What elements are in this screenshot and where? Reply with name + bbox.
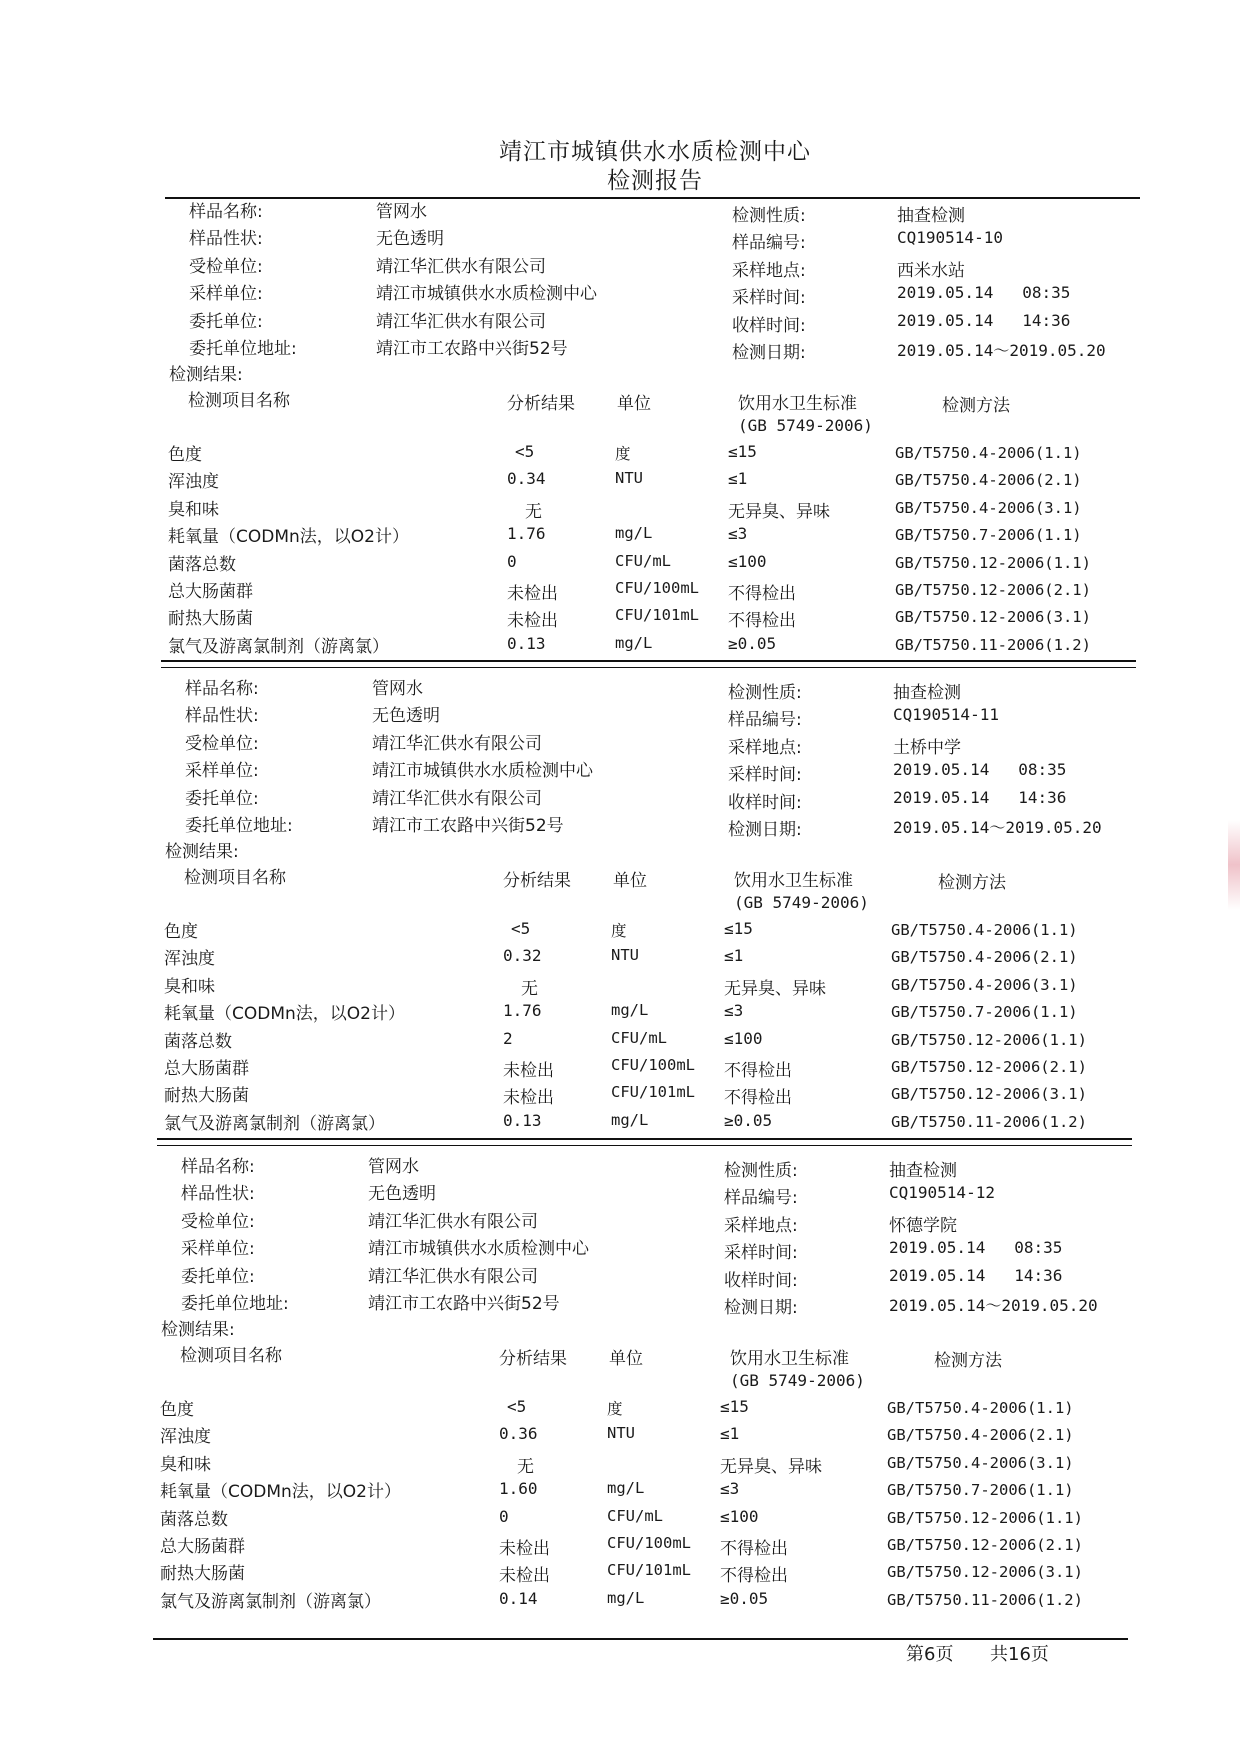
inspected-unit-label: 受检单位: — [185, 733, 259, 754]
item-name: 总大肠菌群 — [168, 582, 253, 602]
receiving-time-value: 2019.05.14 14:36 — [893, 787, 1067, 807]
item-name: 菌落总数 — [168, 554, 236, 575]
method-value: GB/T5750.11-2006(1.2) — [895, 635, 1091, 654]
method-value: GB/T5750.12-2006(2.1) — [895, 581, 1091, 599]
result-value: 0 — [499, 1506, 509, 1526]
standard-value: ≤1 — [720, 1424, 740, 1444]
receiving-time-value: 2019.05.14 14:36 — [889, 1265, 1063, 1285]
entrusting-unit-label: 委托单位: — [189, 311, 263, 332]
item-name: 浑浊度 — [160, 1427, 211, 1448]
section-divider-inner-2 — [157, 1145, 1132, 1146]
standard-value: 不得检出 — [720, 1539, 788, 1559]
sample-no-label: 样品编号: — [732, 233, 806, 254]
test-date-label: 检测日期: — [728, 820, 802, 840]
sample-no-value: CQ190514-12 — [889, 1183, 995, 1203]
inspected-unit-label: 受检单位: — [189, 256, 263, 277]
sample-no-label: 样品编号: — [728, 710, 802, 731]
results-label: 检测结果: — [169, 365, 243, 385]
header-standard: 饮用水卫生标准 — [734, 871, 853, 891]
method-value: GB/T5750.11-2006(1.2) — [887, 1590, 1083, 1609]
sampling-location-value: 怀德学院 — [889, 1215, 957, 1236]
result-value: 无 — [525, 501, 542, 522]
results-label: 检测结果: — [161, 1320, 235, 1340]
standard-value: ≤3 — [728, 524, 748, 544]
table-row — [165, 440, 1145, 466]
header-method: 检测方法 — [938, 873, 1006, 893]
header-item: 检测项目名称 — [184, 868, 286, 888]
header-method: 检测方法 — [942, 396, 1010, 416]
test-nature-label: 检测性质: — [728, 683, 802, 703]
item-name: 耐热大肠菌 — [160, 1564, 245, 1585]
table-row — [157, 1505, 1137, 1531]
standard-value: ≤3 — [720, 1479, 740, 1499]
sample-no-label: 样品编号: — [724, 1188, 798, 1209]
header-result: 分析结果 — [499, 1349, 567, 1369]
receiving-time-label: 收样时间: — [728, 792, 802, 813]
method-value: GB/T5750.12-2006(2.1) — [891, 1058, 1087, 1076]
unit-value: mg/L — [611, 1110, 649, 1129]
sampling-time-value: 2019.05.14 08:35 — [897, 283, 1071, 303]
header-unit: 单位 — [617, 394, 651, 414]
item-name: 色度 — [160, 1400, 194, 1420]
inspected-unit-value: 靖江华汇供水有限公司 — [376, 256, 546, 277]
result-value: 未检出 — [503, 1061, 554, 1081]
method-value: GB/T5750.12-2006(1.1) — [891, 1030, 1087, 1049]
test-date-value: 2019.05.14～2019.05.20 — [889, 1296, 1098, 1315]
test-nature-label: 检测性质: — [724, 1161, 798, 1181]
unit-value: CFU/100mL — [611, 1056, 695, 1074]
sampling-unit-value: 靖江市城镇供水水质检测中心 — [376, 284, 597, 305]
standard-value: ≤1 — [728, 469, 748, 489]
test-date-label: 检测日期: — [732, 343, 806, 363]
header-result: 分析结果 — [507, 394, 575, 414]
sampling-unit-label: 采样单位: — [189, 284, 263, 305]
test-date-value: 2019.05.14～2019.05.20 — [897, 341, 1106, 360]
method-value: GB/T5750.4-2006(2.1) — [891, 948, 1078, 967]
standard-value: 不得检出 — [724, 1088, 792, 1109]
inspected-unit-label: 受检单位: — [181, 1211, 255, 1232]
method-value: GB/T5750.7-2006(1.1) — [891, 1003, 1078, 1022]
standard-value: 不得检出 — [720, 1566, 788, 1587]
method-value: GB/T5750.4-2006(3.1) — [887, 1453, 1074, 1472]
unit-value: CFU/mL — [607, 1506, 663, 1525]
item-name: 总大肠菌群 — [160, 1537, 245, 1557]
test-date-label: 检测日期: — [724, 1298, 798, 1318]
results-label: 检测结果: — [165, 842, 239, 862]
item-name: 浑浊度 — [168, 472, 219, 493]
sampling-time-label: 采样时间: — [732, 288, 806, 309]
standard-value: ≥0.05 — [728, 633, 777, 653]
sampling-location-value: 土桥中学 — [893, 737, 961, 758]
table-row — [165, 467, 1145, 493]
unit-value: 度 — [607, 1400, 623, 1418]
sampling-unit-value: 靖江市城镇供水水质检测中心 — [368, 1239, 589, 1260]
sampling-location-value: 西米水站 — [897, 260, 965, 281]
method-value: GB/T5750.4-2006(1.1) — [891, 921, 1078, 939]
standard-value: ≤1 — [724, 946, 744, 966]
header-unit: 单位 — [613, 871, 647, 891]
standard-value: 无异臭、异味 — [720, 1456, 822, 1477]
result-value: 0.32 — [503, 946, 542, 966]
standard-value: ≤15 — [724, 919, 753, 938]
test-nature-value: 抽查检测 — [897, 206, 965, 226]
method-value: GB/T5750.4-2006(3.1) — [895, 498, 1082, 517]
table-row — [161, 917, 1141, 943]
item-name: 臭和味 — [164, 976, 215, 997]
unit-value: 度 — [611, 922, 627, 940]
unit-value: CFU/101mL — [615, 606, 699, 625]
receiving-time-value: 2019.05.14 14:36 — [897, 310, 1071, 330]
inspected-unit-value: 靖江华汇供水有限公司 — [368, 1211, 538, 1232]
standard-value: 不得检出 — [728, 611, 796, 632]
table-row — [161, 1081, 1141, 1107]
table-row — [165, 577, 1145, 603]
entrusting-unit-label: 委托单位: — [185, 788, 259, 809]
result-value: 1.76 — [503, 1001, 542, 1021]
table-row — [157, 1477, 1137, 1503]
result-value: 未检出 — [507, 611, 558, 632]
table-row — [165, 604, 1145, 630]
table-row — [165, 495, 1145, 521]
unit-value: CFU/101mL — [607, 1561, 691, 1580]
standard-value: 无异臭、异味 — [728, 501, 830, 522]
item-name: 菌落总数 — [164, 1031, 232, 1052]
item-name: 臭和味 — [160, 1454, 211, 1475]
method-value: GB/T5750.12-2006(3.1) — [891, 1085, 1087, 1104]
sample-name-label: 样品名称: — [185, 679, 259, 699]
result-value: 0 — [507, 551, 517, 571]
standard-value: ≤3 — [724, 1001, 744, 1021]
entrusting-unit-label: 委托单位: — [181, 1266, 255, 1287]
method-value: GB/T5750.4-2006(2.1) — [887, 1426, 1074, 1445]
method-value: GB/T5750.4-2006(3.1) — [891, 975, 1078, 994]
entrusting-address-label: 委托单位地址: — [181, 1294, 289, 1314]
item-name: 耗氧量（CODMn法，以O2计） — [164, 1004, 405, 1025]
result-value: 0.13 — [507, 633, 546, 653]
result-value: 未检出 — [499, 1566, 550, 1587]
sample-section-3 — [157, 1150, 1157, 1615]
standard-value: ≤100 — [724, 1028, 763, 1048]
method-value: GB/T5750.12-2006(3.1) — [895, 608, 1091, 627]
result-value: 未检出 — [503, 1088, 554, 1109]
result-value: 未检出 — [499, 1539, 550, 1559]
unit-value: CFU/100mL — [607, 1534, 691, 1552]
entrusting-unit-value: 靖江华汇供水有限公司 — [368, 1266, 538, 1287]
sampling-unit-label: 采样单位: — [185, 761, 259, 782]
table-row — [165, 550, 1145, 576]
sampling-time-label: 采样时间: — [724, 1243, 798, 1264]
test-nature-value: 抽查检测 — [893, 683, 961, 703]
unit-value: CFU/100mL — [615, 579, 699, 597]
method-value: GB/T5750.7-2006(1.1) — [895, 526, 1082, 545]
unit-value: mg/L — [611, 1001, 649, 1020]
sample-appearance-label: 样品性状: — [181, 1184, 255, 1205]
unit-value: NTU — [615, 469, 643, 488]
header-standard-code: (GB 5749-2006) — [734, 893, 869, 912]
section-divider-1 — [161, 660, 1136, 662]
sample-name-label: 样品名称: — [181, 1157, 255, 1177]
result-value: <5 — [507, 1397, 527, 1416]
sample-name-value: 管网水 — [376, 202, 427, 222]
header-standard: 饮用水卫生标准 — [738, 394, 857, 414]
sample-appearance-value: 无色透明 — [368, 1184, 436, 1205]
result-value: 0.36 — [499, 1424, 538, 1444]
entrusting-address-value: 靖江市工农路中兴街52号 — [376, 339, 568, 359]
table-row — [161, 944, 1141, 970]
seal-edge-mark — [1228, 820, 1240, 910]
standard-value: ≤15 — [728, 442, 757, 461]
item-name: 臭和味 — [168, 499, 219, 520]
result-value: 未检出 — [507, 584, 558, 604]
item-name: 耐热大肠菌 — [168, 609, 253, 630]
receiving-time-label: 收样时间: — [732, 315, 806, 336]
unit-value: NTU — [611, 946, 639, 965]
item-name: 总大肠菌群 — [164, 1059, 249, 1079]
method-value: GB/T5750.4-2006(2.1) — [895, 471, 1082, 490]
sample-appearance-label: 样品性状: — [185, 706, 259, 727]
table-row — [161, 999, 1141, 1025]
test-nature-value: 抽查检测 — [889, 1161, 957, 1181]
entrusting-address-value: 靖江市工农路中兴街52号 — [372, 816, 564, 836]
sampling-unit-label: 采样单位: — [181, 1239, 255, 1260]
method-value: GB/T5750.4-2006(1.1) — [895, 444, 1082, 462]
method-value: GB/T5750.4-2006(1.1) — [887, 1399, 1074, 1417]
entrusting-unit-value: 靖江华汇供水有限公司 — [376, 311, 546, 332]
result-value: <5 — [515, 442, 535, 461]
header-standard: 饮用水卫生标准 — [730, 1349, 849, 1369]
sample-section-2 — [161, 672, 1161, 1137]
result-value: 无 — [521, 978, 538, 999]
header-result: 分析结果 — [503, 871, 571, 891]
result-value: 0.34 — [507, 469, 546, 489]
page-number: 第6页 — [906, 1644, 954, 1665]
method-value: GB/T5750.12-2006(2.1) — [887, 1536, 1083, 1554]
unit-value: mg/L — [615, 633, 653, 652]
header-standard-code: (GB 5749-2006) — [730, 1371, 865, 1390]
table-row — [157, 1559, 1137, 1585]
standard-value: ≥0.05 — [724, 1110, 773, 1130]
sample-appearance-value: 无色透明 — [376, 229, 444, 250]
entrusting-address-label: 委托单位地址: — [189, 339, 297, 359]
table-row — [161, 1054, 1141, 1080]
unit-value: 度 — [615, 445, 631, 463]
unit-value: mg/L — [607, 1588, 645, 1607]
result-value: 0.14 — [499, 1588, 538, 1608]
table-row — [165, 632, 1145, 658]
sample-name-value: 管网水 — [372, 679, 423, 699]
report-subtitle: 检测报告 — [607, 168, 703, 194]
result-value: 1.60 — [499, 1479, 538, 1499]
sampling-location-label: 采样地点: — [732, 260, 806, 281]
item-name: 氯气及游离氯制剂（游离氯） — [160, 1591, 381, 1612]
standard-value: 不得检出 — [724, 1061, 792, 1081]
sample-no-value: CQ190514-10 — [897, 228, 1003, 248]
result-value: 2 — [503, 1028, 513, 1048]
entrusting-address-label: 委托单位地址: — [185, 816, 293, 836]
sampling-location-label: 采样地点: — [728, 737, 802, 758]
item-name: 氯气及游离氯制剂（游离氯） — [164, 1113, 385, 1134]
method-value: GB/T5750.12-2006(1.1) — [887, 1508, 1083, 1527]
sample-appearance-value: 无色透明 — [372, 706, 440, 727]
standard-value: 不得检出 — [728, 584, 796, 604]
method-value: GB/T5750.12-2006(1.1) — [895, 553, 1091, 572]
report-title: 靖江市城镇供水水质检测中心 — [499, 139, 811, 165]
unit-value: CFU/101mL — [611, 1083, 695, 1102]
receiving-time-label: 收样时间: — [724, 1270, 798, 1291]
table-row — [165, 522, 1145, 548]
item-name: 氯气及游离氯制剂（游离氯） — [168, 636, 389, 657]
unit-value: CFU/mL — [615, 551, 671, 570]
sample-no-value: CQ190514-11 — [893, 705, 999, 725]
footer-rule — [153, 1638, 1128, 1640]
method-value: GB/T5750.11-2006(1.2) — [891, 1112, 1087, 1131]
item-name: 色度 — [168, 445, 202, 465]
item-name: 菌落总数 — [160, 1509, 228, 1530]
sampling-time-value: 2019.05.14 08:35 — [893, 760, 1067, 780]
table-row — [157, 1422, 1137, 1448]
sampling-time-label: 采样时间: — [728, 765, 802, 786]
result-value: 1.76 — [507, 524, 546, 544]
table-row — [161, 972, 1141, 998]
page-total: 共16页 — [990, 1644, 1049, 1665]
result-value: <5 — [511, 919, 531, 938]
table-row — [161, 1027, 1141, 1053]
result-value: 0.13 — [503, 1110, 542, 1130]
table-row — [157, 1587, 1137, 1613]
header-standard-code: (GB 5749-2006) — [738, 416, 873, 435]
sampling-location-label: 采样地点: — [724, 1215, 798, 1236]
header-method: 检测方法 — [934, 1351, 1002, 1371]
inspected-unit-value: 靖江华汇供水有限公司 — [372, 733, 542, 754]
section-divider-2 — [157, 1138, 1132, 1140]
item-name: 耐热大肠菌 — [164, 1086, 249, 1107]
method-value: GB/T5750.12-2006(3.1) — [887, 1563, 1083, 1582]
header-item: 检测项目名称 — [188, 391, 290, 411]
unit-value: mg/L — [607, 1479, 645, 1498]
sample-appearance-label: 样品性状: — [189, 229, 263, 250]
unit-value: mg/L — [615, 524, 653, 543]
unit-value: NTU — [607, 1424, 635, 1443]
table-row — [157, 1532, 1137, 1558]
test-nature-label: 检测性质: — [732, 206, 806, 226]
test-date-value: 2019.05.14～2019.05.20 — [893, 818, 1102, 837]
sampling-unit-value: 靖江市城镇供水水质检测中心 — [372, 761, 593, 782]
header-unit: 单位 — [609, 1349, 643, 1369]
entrusting-address-value: 靖江市工农路中兴街52号 — [368, 1294, 560, 1314]
sample-name-value: 管网水 — [368, 1157, 419, 1177]
unit-value: CFU/mL — [611, 1028, 667, 1047]
header-item: 检测项目名称 — [180, 1346, 282, 1366]
standard-value: ≤100 — [728, 551, 767, 571]
table-row — [161, 1109, 1141, 1135]
item-name: 耗氧量（CODMn法，以O2计） — [160, 1482, 401, 1503]
item-name: 耗氧量（CODMn法，以O2计） — [168, 527, 409, 548]
table-row — [157, 1395, 1137, 1421]
result-value: 无 — [517, 1456, 534, 1477]
method-value: GB/T5750.7-2006(1.1) — [887, 1481, 1074, 1500]
sample-name-label: 样品名称: — [189, 202, 263, 222]
sampling-time-value: 2019.05.14 08:35 — [889, 1238, 1063, 1258]
standard-value: ≤100 — [720, 1506, 759, 1526]
item-name: 色度 — [164, 922, 198, 942]
item-name: 浑浊度 — [164, 949, 215, 970]
standard-value: 无异臭、异味 — [724, 978, 826, 999]
section-divider-inner-1 — [161, 667, 1136, 668]
entrusting-unit-value: 靖江华汇供水有限公司 — [372, 788, 542, 809]
table-row — [157, 1450, 1137, 1476]
standard-value: ≤15 — [720, 1397, 749, 1416]
standard-value: ≥0.05 — [720, 1588, 769, 1608]
sample-section-1 — [165, 195, 1165, 660]
